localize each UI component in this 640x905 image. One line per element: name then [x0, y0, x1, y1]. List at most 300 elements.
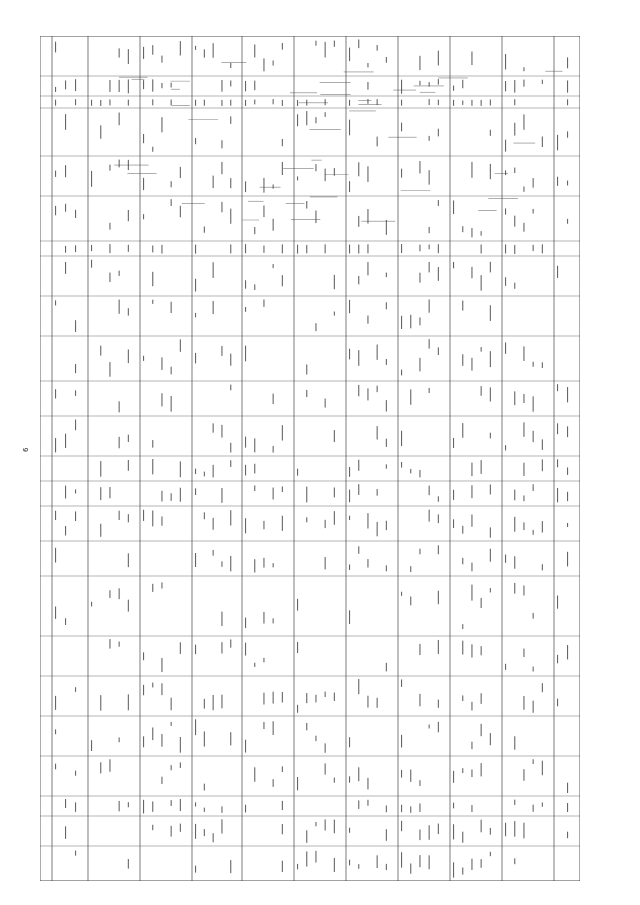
cell-glyph	[429, 262, 430, 272]
cell-glyph	[490, 588, 491, 592]
cell-glyph	[386, 805, 387, 812]
cell-glyph	[161, 357, 162, 369]
cell-glyph	[75, 364, 76, 373]
cell-glyph	[410, 770, 411, 782]
cell-glyph	[334, 820, 335, 834]
cell-glyph	[401, 169, 402, 178]
cell-glyph	[419, 644, 420, 655]
cell-glyph	[171, 83, 172, 88]
cell-glyph	[263, 693, 264, 705]
cell-glyph	[143, 736, 144, 747]
cell-glyph	[306, 723, 307, 730]
cell-glyph	[419, 358, 420, 372]
cell-glyph	[152, 272, 153, 286]
cell-glyph	[282, 139, 283, 146]
cell-glyph	[377, 426, 378, 439]
cell-glyph	[282, 516, 283, 531]
cell-glyph	[282, 824, 283, 834]
cell-glyph	[514, 583, 515, 594]
cell-glyph	[514, 800, 515, 805]
cell-glyph	[429, 825, 430, 840]
cell-glyph	[282, 244, 283, 253]
cell-glyph	[514, 391, 515, 405]
cell-glyph	[143, 134, 144, 143]
cell-glyph	[128, 859, 129, 869]
cell-glyph	[273, 618, 274, 623]
cell-glyph	[453, 803, 454, 809]
cell-glyph	[263, 521, 264, 529]
cell-glyph	[152, 683, 153, 688]
cell-glyph	[152, 584, 153, 592]
cell-glyph	[334, 168, 335, 176]
cell-glyph	[161, 683, 162, 695]
cell-glyph	[221, 80, 222, 92]
cell-glyph	[204, 784, 205, 791]
cell-glyph	[349, 564, 350, 569]
cell-glyph	[523, 346, 524, 361]
cell-glyph	[505, 208, 506, 214]
cell-glyph	[514, 245, 515, 254]
cell-glyph	[55, 606, 56, 618]
cell-glyph	[401, 244, 402, 253]
cell-glyph	[533, 759, 534, 764]
cell-glyph	[55, 300, 56, 305]
cell-glyph	[306, 364, 307, 374]
cell-glyph	[542, 362, 543, 368]
cell-glyph	[462, 354, 463, 366]
cell-glyph	[230, 354, 231, 366]
cell-glyph	[180, 41, 181, 55]
cell-glyph	[367, 800, 368, 806]
cell-glyph	[401, 123, 402, 132]
cell-glyph	[349, 860, 350, 866]
cell-glyph	[325, 692, 326, 697]
cell-glyph	[334, 778, 335, 783]
cell-glyph	[161, 245, 162, 254]
cell-glyph	[462, 867, 463, 874]
cell-glyph	[505, 81, 506, 91]
cell-glyph	[490, 527, 491, 537]
cell-glyph	[471, 463, 472, 477]
cell-glyph	[282, 162, 283, 175]
cell-glyph	[128, 245, 129, 252]
cell-glyph	[143, 685, 144, 695]
cell-glyph	[401, 431, 402, 446]
cell-glyph	[419, 803, 420, 812]
cell-glyph	[462, 624, 463, 629]
cell-glyph	[462, 558, 463, 564]
cell-glyph	[557, 488, 558, 502]
cell-glyph	[213, 262, 214, 278]
cell-glyph	[419, 273, 420, 283]
cell-glyph	[358, 276, 359, 284]
cell-glyph	[533, 530, 534, 535]
cell-glyph	[161, 117, 162, 132]
cell-glyph	[401, 592, 402, 596]
cell-glyph	[481, 386, 482, 396]
cell-glyph	[514, 736, 515, 749]
cell-glyph	[377, 345, 378, 360]
cell-glyph	[128, 308, 129, 315]
cell-glyph	[377, 522, 378, 536]
cell-glyph	[152, 45, 153, 55]
cell-glyph	[245, 618, 246, 629]
cell-glyph	[161, 734, 162, 747]
cell-glyph	[567, 523, 568, 527]
cell-glyph	[429, 724, 430, 728]
cell-glyph	[325, 743, 326, 752]
cell-glyph	[75, 802, 76, 811]
cell-glyph	[161, 83, 162, 88]
cell-glyph	[65, 526, 66, 535]
cell-glyph	[523, 463, 524, 476]
cell-glyph	[119, 271, 120, 276]
cell-glyph	[325, 42, 326, 58]
cell-glyph	[514, 123, 515, 136]
cell-glyph	[349, 516, 350, 520]
cell-glyph	[567, 219, 568, 224]
cell-glyph	[438, 244, 439, 253]
cell-glyph	[514, 858, 515, 864]
cell-glyph	[195, 353, 196, 364]
cell-glyph	[119, 80, 120, 92]
cell-glyph	[386, 464, 387, 468]
cell-glyph	[505, 277, 506, 286]
cell-glyph	[471, 644, 472, 657]
cell-glyph	[419, 317, 420, 325]
cell-glyph	[254, 227, 255, 234]
cell-glyph	[514, 80, 515, 93]
cell-glyph	[523, 585, 524, 595]
cell-glyph	[263, 206, 264, 218]
cell-glyph	[128, 600, 129, 612]
cell-glyph	[567, 645, 568, 659]
cell-glyph	[462, 100, 463, 104]
cell-glyph	[195, 138, 196, 144]
cell-glyph	[334, 488, 335, 498]
cell-glyph	[419, 81, 420, 85]
cell-glyph	[282, 692, 283, 703]
cell-glyph	[490, 100, 491, 106]
cell-glyph	[367, 316, 368, 324]
cell-glyph	[171, 722, 172, 726]
cell-glyph	[213, 43, 214, 57]
cell-glyph	[100, 125, 101, 138]
cell-glyph	[377, 489, 378, 496]
cell-glyph	[109, 487, 110, 498]
cell-glyph	[152, 440, 153, 448]
cell-glyph	[230, 732, 231, 745]
cell-glyph	[453, 824, 454, 839]
cell-glyph	[334, 275, 335, 289]
cell-glyph	[349, 245, 350, 254]
cell-glyph	[245, 437, 246, 448]
cell-glyph	[490, 549, 491, 562]
cell-glyph	[263, 722, 264, 729]
cell-glyph	[195, 46, 196, 50]
cell-glyph	[514, 517, 515, 532]
cell-glyph	[254, 663, 255, 667]
cell-glyph	[273, 394, 274, 404]
cell-glyph	[100, 762, 101, 773]
cell-glyph	[567, 783, 568, 793]
cell-glyph	[358, 484, 359, 495]
cell-glyph	[161, 56, 162, 63]
cell-glyph	[367, 244, 368, 253]
cell-glyph	[481, 598, 482, 608]
cell-glyph	[358, 767, 359, 781]
cell-glyph	[128, 79, 129, 93]
cell-glyph	[567, 803, 568, 812]
cell-glyph	[306, 245, 307, 253]
cell-glyph	[567, 181, 568, 186]
cell-glyph	[438, 700, 439, 708]
cell-glyph	[438, 267, 439, 281]
cell-glyph	[453, 200, 454, 214]
cell-glyph	[481, 245, 482, 254]
cell-glyph	[161, 777, 162, 784]
cell-glyph	[230, 510, 231, 525]
cell-glyph	[171, 100, 172, 106]
cell-glyph	[204, 512, 205, 519]
cell-glyph	[306, 693, 307, 703]
cell-glyph	[401, 821, 402, 831]
cell-glyph	[315, 323, 316, 331]
cell-glyph	[514, 283, 515, 289]
cell-glyph	[490, 164, 491, 179]
cell-glyph	[367, 696, 368, 708]
cell-glyph	[273, 779, 274, 787]
cell-glyph	[471, 805, 472, 812]
cell-glyph	[471, 358, 472, 371]
cell-glyph	[358, 864, 359, 869]
cell-glyph	[429, 244, 430, 249]
cell-glyph	[119, 437, 120, 448]
cell-glyph	[523, 223, 524, 232]
cell-glyph	[195, 100, 196, 106]
cell-glyph	[438, 79, 439, 85]
cell-glyph	[386, 359, 387, 365]
cell-glyph	[386, 663, 387, 672]
cell-glyph	[263, 558, 264, 568]
cell-glyph	[542, 564, 543, 570]
cell-glyph	[152, 801, 153, 811]
cell-glyph	[438, 824, 439, 834]
cell-glyph	[254, 284, 255, 290]
cell-glyph	[254, 44, 255, 57]
cell-glyph	[171, 698, 172, 711]
cell-glyph	[297, 114, 298, 126]
cell-glyph	[282, 425, 283, 440]
cell-glyph	[505, 170, 506, 175]
cell-glyph	[462, 423, 463, 438]
cell-glyph	[65, 486, 66, 499]
cell-glyph	[490, 387, 491, 401]
cell-glyph	[453, 438, 454, 448]
cell-glyph	[221, 425, 222, 438]
cell-glyph	[419, 694, 420, 706]
cell-glyph	[438, 496, 439, 501]
cell-glyph	[65, 434, 66, 448]
cell-glyph	[119, 401, 120, 412]
cell-glyph	[230, 63, 231, 68]
cell-glyph	[152, 246, 153, 253]
cell-glyph	[438, 100, 439, 105]
cell-glyph	[505, 54, 506, 69]
cell-glyph	[471, 162, 472, 178]
cell-glyph	[490, 433, 491, 439]
cell-glyph	[195, 488, 196, 495]
cell-glyph	[349, 776, 350, 782]
cell-glyph	[490, 484, 491, 494]
cell-glyph	[514, 168, 515, 173]
cell-glyph	[325, 112, 326, 117]
cell-glyph	[481, 460, 482, 474]
cell-glyph	[230, 460, 231, 467]
cell-glyph	[204, 808, 205, 812]
cell-glyph	[401, 805, 402, 812]
cell-glyph	[282, 486, 283, 492]
rotated-data-table	[40, 36, 580, 881]
cell-glyph	[557, 384, 558, 391]
cell-glyph	[171, 826, 172, 837]
cell-glyph	[55, 206, 56, 215]
cell-glyph	[349, 737, 350, 747]
cell-glyph	[419, 470, 420, 477]
cell-glyph	[533, 209, 534, 214]
cell-glyph	[171, 800, 172, 806]
cell-glyph	[462, 695, 463, 701]
cell-glyph	[180, 799, 181, 811]
cell-glyph	[523, 649, 524, 657]
cell-glyph	[230, 80, 231, 86]
cell-glyph	[429, 300, 430, 313]
cell-glyph	[213, 301, 214, 314]
cell-glyph	[557, 266, 558, 278]
cell-glyph	[143, 356, 144, 361]
cell-glyph	[245, 346, 246, 362]
cell-glyph	[325, 557, 326, 569]
cell-glyph	[334, 511, 335, 525]
cell-glyph	[481, 231, 482, 236]
cell-glyph	[282, 801, 283, 810]
cell-glyph	[204, 49, 205, 57]
cell-glyph	[143, 80, 144, 89]
cell-glyph	[523, 823, 524, 839]
cell-glyph	[109, 759, 110, 771]
cell-glyph	[471, 563, 472, 572]
cell-glyph	[204, 731, 205, 746]
cell-glyph	[410, 389, 411, 404]
cell-glyph	[180, 642, 181, 654]
cell-glyph	[358, 162, 359, 176]
cell-glyph	[462, 768, 463, 773]
cell-glyph	[367, 388, 368, 400]
cell-glyph	[306, 851, 307, 866]
cell-glyph	[171, 493, 172, 501]
cell-glyph	[349, 610, 350, 624]
cell-glyph	[55, 42, 56, 53]
cell-glyph	[195, 645, 196, 655]
cell-glyph	[161, 658, 162, 672]
cell-glyph	[128, 514, 129, 522]
cell-glyph	[377, 45, 378, 51]
cell-glyph	[119, 511, 120, 520]
cell-glyph	[567, 467, 568, 474]
cell-glyph	[429, 510, 430, 522]
cell-glyph	[213, 518, 214, 530]
cell-glyph	[410, 596, 411, 605]
cell-glyph	[100, 100, 101, 106]
cell-glyph	[401, 80, 402, 94]
cell-glyph	[481, 724, 482, 736]
cell-glyph	[195, 824, 196, 839]
cell-glyph	[161, 516, 162, 525]
cell-glyph	[533, 484, 534, 491]
cell-glyph	[75, 245, 76, 252]
cell-glyph	[542, 244, 543, 253]
cell-glyph	[75, 210, 76, 218]
cell-glyph	[367, 82, 368, 90]
cell-glyph	[514, 99, 515, 105]
cell-glyph	[171, 199, 172, 206]
cell-glyph	[195, 313, 196, 317]
cell-glyph	[109, 639, 110, 649]
cell-glyph	[386, 220, 387, 235]
cell-glyph	[523, 769, 524, 781]
cell-glyph	[273, 184, 274, 188]
cell-glyph	[75, 390, 76, 396]
cell-glyph	[438, 514, 439, 523]
cell-glyph	[523, 696, 524, 710]
cell-glyph	[462, 80, 463, 89]
cell-glyph	[505, 244, 506, 253]
cell-glyph	[481, 646, 482, 655]
cell-glyph	[119, 737, 120, 742]
cell-glyph	[386, 57, 387, 63]
cell-glyph	[438, 200, 439, 206]
cell-glyph	[523, 522, 524, 530]
cell-glyph	[65, 204, 66, 212]
cell-glyph	[65, 799, 66, 808]
cell-glyph	[109, 362, 110, 377]
cell-glyph	[171, 396, 172, 412]
cell-glyph	[438, 591, 439, 605]
cell-glyph	[315, 117, 316, 123]
cell-glyph	[533, 613, 534, 619]
cell-glyph	[349, 48, 350, 62]
cell-glyph	[230, 639, 231, 647]
cell-glyph	[282, 43, 283, 50]
cell-glyph	[325, 169, 326, 181]
cell-glyph	[358, 460, 359, 471]
cell-glyph	[221, 346, 222, 356]
cell-glyph	[213, 833, 214, 842]
cell-glyph	[204, 472, 205, 477]
cell-glyph	[282, 100, 283, 106]
cell-glyph	[386, 302, 387, 309]
cell-glyph	[306, 201, 307, 209]
cell-glyph	[505, 140, 506, 152]
cell-glyph	[230, 100, 231, 106]
cell-glyph	[195, 719, 196, 735]
cell-glyph	[471, 485, 472, 498]
cell-glyph	[481, 820, 482, 833]
cell-glyph	[171, 302, 172, 313]
cell-glyph	[263, 58, 264, 71]
cell-glyph	[221, 100, 222, 106]
cell-glyph	[180, 339, 181, 351]
